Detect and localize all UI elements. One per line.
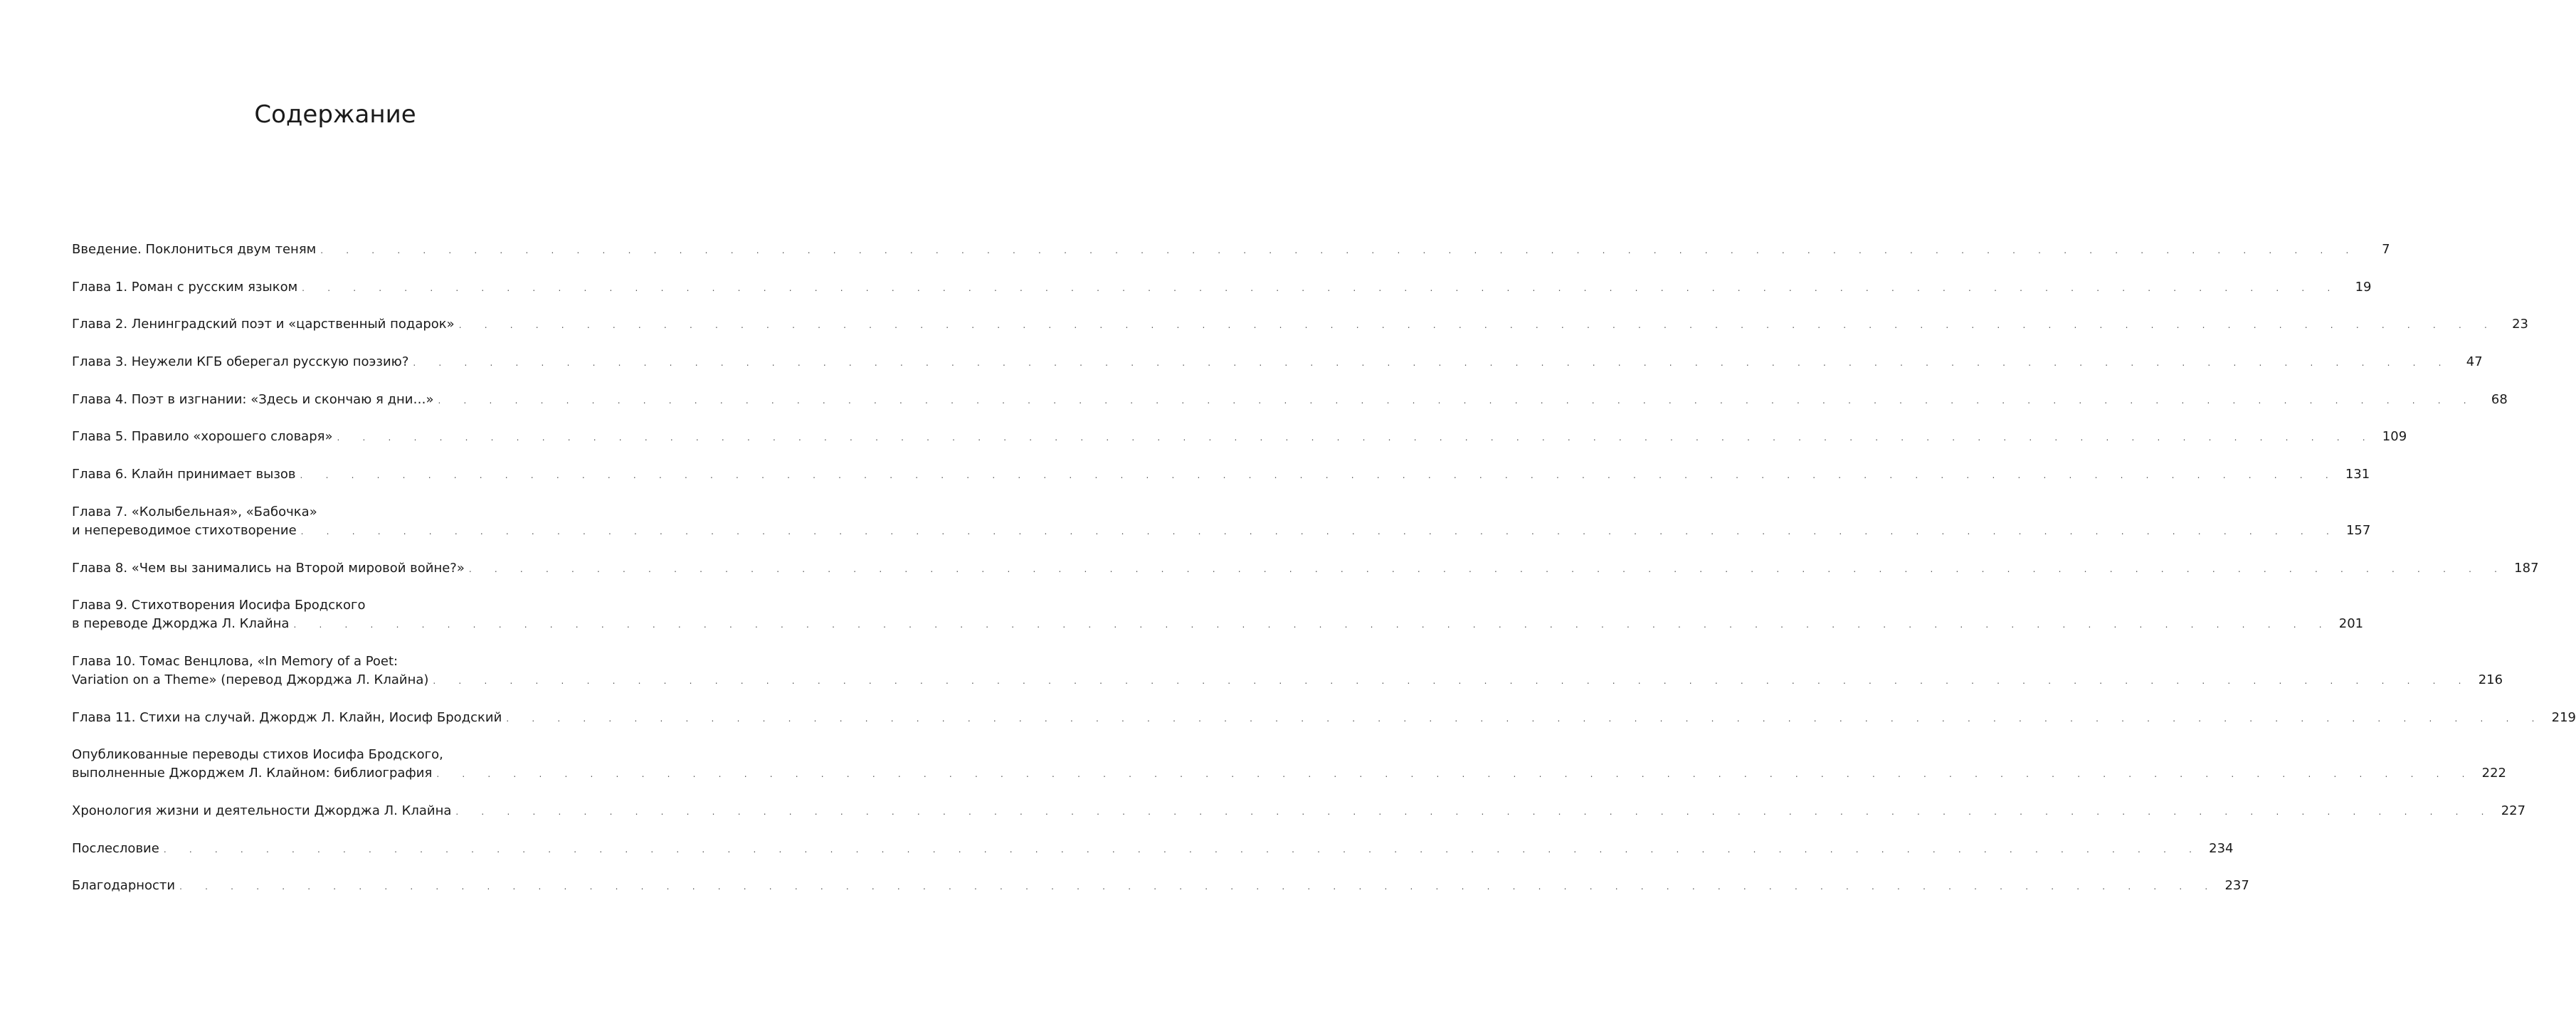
toc-entry-page-number: 216 [2478, 672, 2503, 687]
toc-entry-row [72, 391, 2508, 410]
toc-entry-title-line: Глава 10. Томас Венцлова, «In Memory of a Poet: [72, 653, 398, 669]
toc-entry-title-line: Глава 6. Клайн принимает вызов [72, 467, 296, 482]
toc-entry-row [72, 764, 2507, 783]
dot-leader: . . . . . . . . . . . . . . . . . . . . . . . . . . . . . . . . . . . . . . . . . . . . . . . . . . . . . . . . . . . . . . . . . . . . . . . . . . . . . . . . [438, 395, 2476, 406]
toc-entry-row [72, 465, 2370, 485]
dot-leader: . . . . . . . . . . . . . . . . . . . . . . . . . . . . . . . . . . . . . . . . . . . . . . . . . . . . . . . . . . . . . . . . . . . . . . . . . . . . . . . . [179, 882, 2218, 892]
toc-entry-page-number: 157 [2345, 522, 2371, 538]
toc-entry-row [72, 802, 2526, 821]
toc-entry-title-line: и непереводимое стихотворение [72, 522, 297, 538]
toc-entry-page-number: 201 [2338, 616, 2364, 632]
table-of-contents [72, 240, 2576, 914]
toc-entry-title-line: Глава 4. Поэт в изгнании: «Здесь и скончаю я дни…» [72, 391, 434, 407]
toc-entry-page-number: 19 [2355, 279, 2372, 295]
toc-entry-row [72, 709, 2576, 728]
dot-leader: . . . . . . . . . . . . . . . . . . . . . . . . . . . . . . . . . . . . . . . . . . . . . . . . . . . . . . . . . . . . . . . . . . . . . . . . . . . . . . . . [436, 769, 2475, 780]
toc-entry[interactable] [72, 709, 2576, 728]
toc-entry-title-line: Введение. Поклониться двум теням [72, 242, 317, 257]
dot-leader: . . . . . . . . . . . . . . . . . . . . . . . . . . . . . . . . . . . . . . . . . . . . . . . . . . . . . . . . . . . . . . . . . . . . . . . . . . . . . . . . [163, 844, 2202, 855]
toc-entry-page-number: 187 [2514, 560, 2539, 576]
toc-entry[interactable] [72, 278, 2372, 297]
toc-entry[interactable] [72, 503, 2371, 541]
toc-entry[interactable] [72, 559, 2539, 578]
toc-entry-page-number: 219 [2551, 709, 2576, 725]
toc-entry-title-line: Хронология жизни и деятельности Джорджа Л. Клайна [72, 803, 452, 818]
toc-entry-title-line: Опубликованные переводы стихов Иосифа Бродского, [72, 747, 443, 763]
toc-entry-title-line: Глава 1. Роман с русским языком [72, 279, 298, 295]
dot-leader: . . . . . . . . . . . . . . . . . . . . . . . . . . . . . . . . . . . . . . . . . . . . . . . . . . . . . . . . . . . . . . . . . . . . . . . . . . . . . . . . [300, 526, 2339, 536]
toc-entry-page-number: 227 [2501, 803, 2526, 818]
dot-leader: . . . . . . . . . . . . . . . . . . . . . . . . . . . . . . . . . . . . . . . . . . . . . . . . . . . . . . . . . . . . . . . . . . . . . . . . . . . . . . . . [458, 320, 2497, 331]
toc-entry-page-number: 47 [2466, 354, 2483, 370]
toc-entry-row [72, 428, 2407, 447]
toc-entry[interactable] [72, 596, 2364, 634]
toc-entry-row [72, 877, 2249, 896]
toc-entry-title-line: Глава 2. Ленинградский поэт и «царственный подарок» [72, 317, 455, 332]
dot-leader: . . . . . . . . . . . . . . . . . . . . . . . . . . . . . . . . . . . . . . . . . . . . . . . . . . . . . . . . . . . . . . . . . . . . . . . . . . . . . . . . [506, 713, 2545, 724]
toc-entry-page-number: 234 [2209, 840, 2234, 856]
toc-entry-title-line: Глава 11. Стихи на случай. Джордж Л. Клайн, Иосиф Бродский [72, 709, 502, 725]
toc-entry-page-number: 131 [2345, 467, 2370, 482]
toc-entry[interactable] [72, 465, 2370, 485]
toc-entry[interactable] [72, 877, 2249, 896]
toc-entry-row [72, 353, 2483, 372]
dot-leader: . . . . . . . . . . . . . . . . . . . . . . . . . . . . . . . . . . . . . . . . . . . . . . . . . . . . . . . . . . . . . . . . . . . . . . . . . . . . . . . . [433, 675, 2471, 686]
page-title: Содержание [254, 100, 416, 129]
toc-entry[interactable] [72, 353, 2483, 372]
toc-entry-row [72, 278, 2372, 297]
toc-entry-row [72, 315, 2528, 334]
toc-entry-row [72, 615, 2364, 634]
toc-entry-page-number: 222 [2481, 766, 2507, 781]
toc-entry-title-line: Благодарности [72, 878, 176, 894]
toc-entry-page-number: 68 [2491, 391, 2508, 407]
toc-entry-title-line: Послесловие [72, 840, 159, 856]
toc-entry-page-number: 23 [2512, 317, 2528, 332]
dot-leader: . . . . . . . . . . . . . . . . . . . . . . . . . . . . . . . . . . . . . . . . . . . . . . . . . . . . . . . . . . . . . . . . . . . . . . . . . . . . . . . . [293, 620, 2332, 630]
toc-entry[interactable] [72, 840, 2234, 859]
toc-entry-row [72, 671, 2503, 690]
toc-entry-row [72, 840, 2234, 859]
toc-entry[interactable] [72, 652, 2503, 690]
dot-leader: . . . . . . . . . . . . . . . . . . . . . . . . . . . . . . . . . . . . . . . . . . . . . . . . . . . . . . . . . . . . . . . . . . . . . . . . . . . . . . . . [302, 282, 2340, 293]
dot-leader: . . . . . . . . . . . . . . . . . . . . . . . . . . . . . . . . . . . . . . . . . . . . . . . . . . . . . . . . . . . . . . . . . . . . . . . . . . . . . . . . [300, 470, 2338, 481]
toc-entry-page-number: 109 [2382, 429, 2407, 445]
dot-leader: . . . . . . . . . . . . . . . . . . . . . . . . . . . . . . . . . . . . . . . . . . . . . . . . . . . . . . . . . . . . . . . . . . . . . . . . . . . . . . . . [455, 806, 2494, 817]
toc-entry[interactable] [72, 802, 2526, 821]
toc-entry[interactable] [72, 315, 2528, 334]
toc-entry-row [72, 559, 2539, 578]
dot-leader: . . . . . . . . . . . . . . . . . . . . . . . . . . . . . . . . . . . . . . . . . . . . . . . . . . . . . . . . . . . . . . . . . . . . . . . . . . . . . . . . [337, 433, 2375, 443]
toc-entry[interactable] [72, 746, 2507, 783]
toc-entry[interactable] [72, 391, 2508, 410]
toc-entry-title-line: выполненные Джорджем Л. Клайном: библиография [72, 766, 433, 781]
toc-entry-title-line: Глава 5. Правило «хорошего словаря» [72, 429, 333, 445]
toc-entry[interactable] [72, 428, 2407, 447]
dot-leader: . . . . . . . . . . . . . . . . . . . . . . . . . . . . . . . . . . . . . . . . . . . . . . . . . . . . . . . . . . . . . . . . . . . . . . . . . . . . . . . . [413, 358, 2451, 369]
toc-entry-title-line: Глава 7. «Колыбельная», «Бабочка» [72, 504, 317, 519]
toc-entry-row [72, 240, 2390, 260]
dot-leader: . . . . . . . . . . . . . . . . . . . . . . . . . . . . . . . . . . . . . . . . . . . . . . . . . . . . . . . . . . . . . . . . . . . . . . . . . . . . . . . . [320, 245, 2359, 255]
toc-entry-title-line: Глава 3. Неужели КГБ оберегал русскую поэзию? [72, 354, 409, 370]
toc-entry-row [72, 522, 2371, 541]
toc-entry-title-line: Variation on a Theme» (перевод Джорджа Л. Клайна) [72, 672, 429, 687]
toc-entry-title-line: Глава 8. «Чем вы занимались на Второй мировой войне?» [72, 560, 465, 576]
dot-leader: . . . . . . . . . . . . . . . . . . . . . . . . . . . . . . . . . . . . . . . . . . . . . . . . . . . . . . . . . . . . . . . . . . . . . . . . . . . . . . . . [468, 564, 2508, 574]
toc-entry-title-line: в переводе Джорджа Л. Клайна [72, 616, 290, 632]
toc-entry-page-number: 7 [2382, 242, 2390, 257]
toc-entry[interactable] [72, 240, 2390, 260]
toc-entry-page-number: 237 [2224, 878, 2249, 894]
toc-entry-title-line: Глава 9. Стихотворения Иосифа Бродского [72, 598, 366, 613]
